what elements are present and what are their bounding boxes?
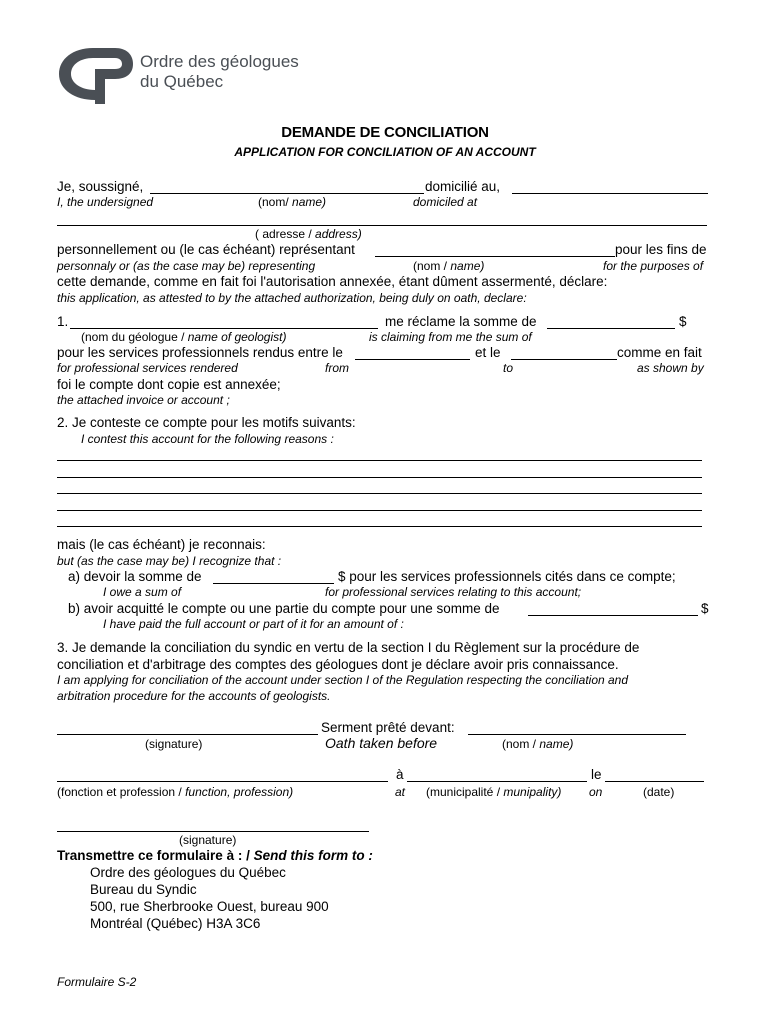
- reason-line-2[interactable]: [57, 477, 702, 478]
- geologue-hint: (nom du géologue / name of geologist): [81, 330, 287, 344]
- je-soussigne-label: Je, soussigné,: [57, 179, 144, 194]
- undersigned-en: I, the undersigned: [57, 195, 154, 209]
- date-hint: (date): [643, 785, 675, 799]
- b-fr: b) avoir acquitté le compte ou une partie du compte pour une somme de: [68, 601, 500, 616]
- address-field[interactable]: [57, 225, 707, 226]
- serment-label: Serment prêté devant:: [321, 720, 455, 735]
- to-en: to: [503, 361, 514, 375]
- function-field[interactable]: [57, 781, 388, 782]
- paid-en: I have paid the full account or part of it for an amount of :: [103, 617, 404, 631]
- et-le-label: et le: [475, 345, 501, 360]
- owe-en: I owe a sum of: [103, 585, 182, 599]
- domiciled-en: domiciled at: [413, 195, 478, 209]
- dollar-sign: $: [679, 314, 687, 329]
- org-name-line2: du Québec: [140, 72, 224, 91]
- invoice-en: the attached invoice or account ;: [57, 393, 230, 407]
- at-en: at: [395, 785, 406, 799]
- reason-line-4[interactable]: [57, 510, 702, 511]
- shown-en: as shown by: [637, 361, 704, 375]
- address-line4: Montréal (Québec) H3A 3C6: [90, 916, 261, 931]
- address-line1: Ordre des géologues du Québec: [90, 865, 286, 880]
- a-rest-fr: $ pour les services professionnels cités dans ce compte;: [338, 569, 676, 584]
- reason-line-1[interactable]: [57, 460, 702, 461]
- address-line2: Bureau du Syndic: [90, 882, 197, 897]
- mais-fr: mais (le cas échéant) je reconnais:: [57, 537, 266, 552]
- form-number: Formulaire S-2: [57, 975, 137, 989]
- ogq-logo-icon: [55, 44, 135, 106]
- date-to-field[interactable]: [511, 359, 617, 360]
- nom-hint: (nom / name): [502, 737, 574, 751]
- a-fr: a) devoir la somme de: [68, 569, 202, 584]
- reason-line-3[interactable]: [57, 493, 702, 494]
- section2-fr: 2. Je conteste ce compte pour les motifs suivants:: [57, 415, 356, 430]
- sum-claimed-field[interactable]: [547, 328, 675, 329]
- a-label: à: [396, 767, 404, 782]
- domicilie-label: domicilié au,: [425, 179, 501, 194]
- reason-line-5[interactable]: [57, 526, 702, 527]
- paid-sum-field[interactable]: [528, 615, 698, 616]
- but-en: but (as the case may be) I recognize that :: [57, 554, 282, 568]
- address-line3: 500, rue Sherbrooke Ouest, bureau 900: [90, 899, 329, 914]
- name-field[interactable]: [150, 193, 424, 194]
- le-label: le: [591, 767, 602, 782]
- geologist-name-field[interactable]: [70, 328, 378, 329]
- transmit-label: Transmettre ce formulaire à : / Send this form to :: [57, 848, 373, 863]
- represent-en: personnaly or (as the case may be) representing: [57, 259, 316, 273]
- signature2-field[interactable]: [57, 831, 369, 832]
- section1-number: 1.: [57, 314, 69, 329]
- section3-line1: 3. Je demande la conciliation du syndic en vertu de la section I du Règlement sur la procédure de: [57, 640, 640, 655]
- nom2-hint: (nom / name): [413, 259, 485, 273]
- domicile-field[interactable]: [512, 193, 708, 194]
- page-subtitle: APPLICATION FOR CONCILIATION OF AN ACCOUNT: [234, 145, 536, 159]
- oath-before-name-field[interactable]: [468, 734, 686, 735]
- signature-hint: (signature): [145, 737, 203, 751]
- municipalite-hint: (municipalité / munipality): [426, 785, 562, 799]
- on-en: on: [589, 785, 603, 799]
- demande-en: this application, as attested to by the attached authorization, being duly on oath, declare:: [57, 291, 527, 305]
- signature2-hint: (signature): [179, 833, 237, 847]
- relating-en: for professional services relating to this account;: [325, 585, 582, 599]
- fonction-hint: (fonction et profession / function, profession): [57, 785, 294, 799]
- from-en: from: [325, 361, 349, 375]
- demande-fr: cette demande, comme en fait foi l'autorisation annexée, étant dûment assermenté, déclare:: [57, 274, 608, 289]
- represented-name-field[interactable]: [375, 256, 615, 257]
- comme-en-fait-label: comme en fait: [617, 345, 702, 360]
- municipality-field[interactable]: [407, 781, 587, 782]
- signature-field[interactable]: [57, 734, 318, 735]
- org-name-line1: Ordre des géologues: [140, 52, 299, 71]
- owed-sum-field[interactable]: [213, 583, 334, 584]
- claiming-en: is claiming from me the sum of: [369, 330, 532, 344]
- foi-fr: foi le compte dont copie est annexée;: [57, 377, 281, 392]
- nom-name-hint: (nom/ name): [258, 195, 327, 209]
- pour-fins-label: pour les fins de: [615, 242, 707, 257]
- section3-en2: arbitration procedure for the accounts of geologists.: [57, 689, 331, 703]
- adresse-hint: ( adresse / address): [255, 227, 362, 241]
- section3-line2: conciliation et d'arbitrage des comptes des géologues dont je déclare avoir pris connaissance.: [57, 657, 619, 672]
- date-field[interactable]: [605, 781, 704, 782]
- section3-en1: I am applying for conciliation of the account under section I of the Regulation respecting the conciliation and: [57, 673, 629, 687]
- services-fr: pour les services professionnels rendus entre le: [57, 345, 343, 360]
- b-dollar: $: [701, 601, 709, 616]
- reclame-label: me réclame la somme de: [385, 314, 537, 329]
- represent-label: personnellement ou (le cas échéant) représentant: [57, 242, 355, 257]
- services-en: for professional services rendered: [57, 361, 238, 375]
- page-title: DEMANDE DE CONCILIATION: [281, 124, 489, 141]
- section2-en: I contest this account for the following reasons :: [81, 432, 334, 446]
- date-from-field[interactable]: [355, 359, 470, 360]
- oath-en: Oath taken before: [325, 735, 438, 751]
- purposes-en: for the purposes of: [603, 259, 704, 273]
